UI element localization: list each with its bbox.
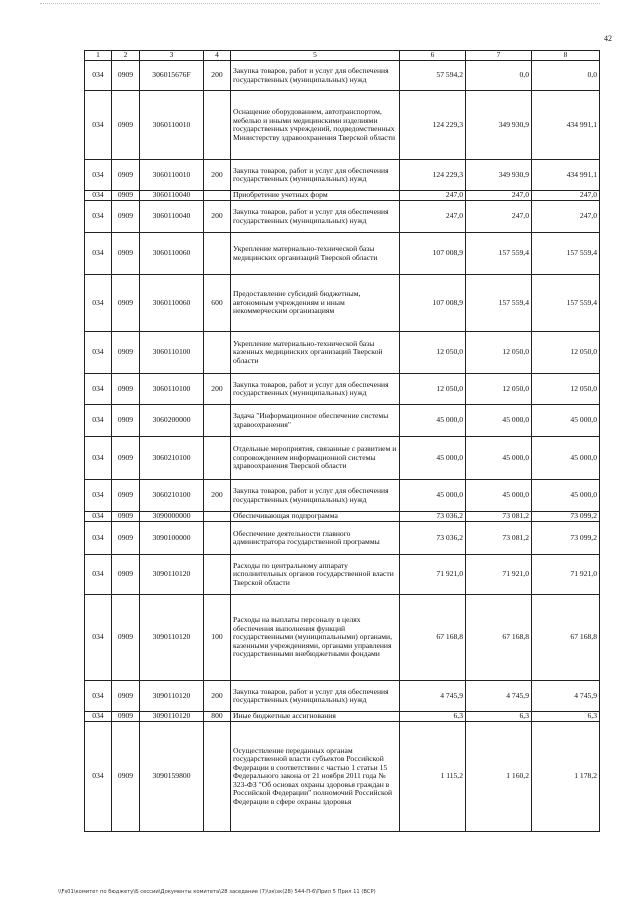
amount-col-8: 157 559,4: [532, 275, 600, 332]
admin-code: 034: [85, 480, 112, 512]
target-article-code: 3060110060: [140, 275, 204, 332]
item-description: Закупка товаров, работ и услуг для обеспечения государственных (муниципальных) нужд: [231, 160, 400, 191]
amount-col-7: 12 050,0: [466, 332, 532, 374]
amount-col-7: 1 160,2: [466, 722, 532, 832]
amount-col-7: 67 168,8: [466, 595, 532, 681]
admin-code: 034: [85, 332, 112, 374]
item-description: Отдельные мероприятия, связанные с развитием и сопровождением информационной системы здравоохранения Тверской области: [231, 437, 400, 480]
item-description: Задача "Информационное обеспечение системы здравоохранения": [231, 405, 400, 437]
item-description: Закупка товаров, работ и услуг для обеспечения государственных (муниципальных) нужд: [231, 480, 400, 512]
amount-col-8: 45 000,0: [532, 480, 600, 512]
amount-col-7: 157 559,4: [466, 233, 532, 275]
expense-type-code: [204, 522, 231, 555]
expense-type-code: [204, 512, 231, 522]
table-row: [85, 91, 600, 160]
amount-col-8: 45 000,0: [532, 405, 600, 437]
column-header: 5: [231, 51, 400, 61]
amount-col-8: 67 168,8: [532, 595, 600, 681]
expense-type-code: [204, 191, 231, 201]
target-article-code: 3060110040: [140, 201, 204, 233]
target-article-code: 3060210100: [140, 480, 204, 512]
section-code: 0909: [112, 332, 140, 374]
expense-type-code: 200: [204, 480, 231, 512]
amount-col-7: 349 930,9: [466, 160, 532, 191]
column-header: 3: [140, 51, 204, 61]
amount-col-6: 45 000,0: [400, 480, 466, 512]
target-article-code: 3060110060: [140, 233, 204, 275]
table-row: [85, 374, 600, 405]
expense-type-code: 200: [204, 160, 231, 191]
table-row: [85, 160, 600, 191]
expense-type-code: 200: [204, 374, 231, 405]
expense-type-code: 200: [204, 201, 231, 233]
table-row: [85, 712, 600, 722]
amount-col-6: 73 036,2: [400, 522, 466, 555]
expense-type-code: [204, 91, 231, 160]
amount-col-8: 434 991,1: [532, 91, 600, 160]
amount-col-7: 45 000,0: [466, 437, 532, 480]
amount-col-6: 107 008,9: [400, 275, 466, 332]
column-header: 4: [204, 51, 231, 61]
amount-col-7: 157 559,4: [466, 275, 532, 332]
amount-col-7: 71 921,0: [466, 555, 532, 595]
amount-col-6: 6,3: [400, 712, 466, 722]
item-description: Закупка товаров, работ и услуг для обеспечения государственных (муниципальных) нужд: [231, 681, 400, 712]
item-description: Укрепление материально-технической базы медицинских организаций Тверской области: [231, 233, 400, 275]
amount-col-8: 12 050,0: [532, 374, 600, 405]
admin-code: 034: [85, 522, 112, 555]
column-header: 7: [466, 51, 532, 61]
column-header: 1: [85, 51, 112, 61]
section-code: 0909: [112, 480, 140, 512]
section-code: 0909: [112, 512, 140, 522]
section-code: 0909: [112, 522, 140, 555]
item-description: Оснащение оборудованием, автотранспортом, мебелью и иными медицинскими изделиями государственных учреждений, подведомственных Министерству здравоохранения Тверской области: [231, 91, 400, 160]
item-description: Обеспечение деятельности главного администратора государственной программы: [231, 522, 400, 555]
section-code: 0909: [112, 201, 140, 233]
item-description: Расходы по центральному аппарату исполнительных органов государственной власти Тверской области: [231, 555, 400, 595]
expense-type-code: [204, 332, 231, 374]
admin-code: 034: [85, 91, 112, 160]
amount-col-7: 4 745,9: [466, 681, 532, 712]
amount-col-8: 71 921,0: [532, 555, 600, 595]
amount-col-8: 247,0: [532, 191, 600, 201]
item-description: Расходы на выплаты персоналу в целях обеспечения выполнения функций государственными (муниципальными) органами, казенными учреждениями, органами управления государственными внебюджетными фондами: [231, 595, 400, 681]
admin-code: 034: [85, 201, 112, 233]
expense-type-code: 800: [204, 712, 231, 722]
amount-col-6: 4 745,9: [400, 681, 466, 712]
table-row: [85, 681, 600, 712]
expense-type-code: [204, 555, 231, 595]
expense-type-code: 600: [204, 275, 231, 332]
item-description: Закупка товаров, работ и услуг для обеспечения государственных (муниципальных) нужд: [231, 374, 400, 405]
target-article-code: 3060110100: [140, 374, 204, 405]
section-code: 0909: [112, 681, 140, 712]
amount-col-7: 73 081,2: [466, 512, 532, 522]
item-description: Предоставление субсидий бюджетным, автономным учреждениям и иным некоммерческим организациям: [231, 275, 400, 332]
section-code: 0909: [112, 437, 140, 480]
section-code: 0909: [112, 191, 140, 201]
amount-col-7: 45 000,0: [466, 405, 532, 437]
item-description: Закупка товаров, работ и услуг для обеспечения государственных (муниципальных) нужд: [231, 61, 400, 91]
item-description: Обеспечивающая подпрограмма: [231, 512, 400, 522]
amount-col-6: 45 000,0: [400, 437, 466, 480]
admin-code: 034: [85, 595, 112, 681]
amount-col-6: 57 594,2: [400, 61, 466, 91]
expense-type-code: [204, 233, 231, 275]
expense-type-code: 200: [204, 61, 231, 91]
table-row: [85, 512, 600, 522]
table-row: [85, 61, 600, 91]
section-code: 0909: [112, 405, 140, 437]
amount-col-6: 124 229,3: [400, 160, 466, 191]
table-row: [85, 595, 600, 681]
amount-col-7: 6,3: [466, 712, 532, 722]
table-row: [85, 275, 600, 332]
section-code: 0909: [112, 61, 140, 91]
admin-code: 034: [85, 712, 112, 722]
table-row: [85, 480, 600, 512]
column-header: 2: [112, 51, 140, 61]
section-code: 0909: [112, 233, 140, 275]
target-article-code: 3060110010: [140, 91, 204, 160]
target-article-code: 3090159800: [140, 722, 204, 832]
target-article-code: 3060110010: [140, 160, 204, 191]
amount-col-8: 12 050,0: [532, 332, 600, 374]
target-article-code: 3090110120: [140, 595, 204, 681]
admin-code: 034: [85, 437, 112, 480]
page-number: 42: [604, 34, 612, 43]
amount-col-8: 73 099,2: [532, 522, 600, 555]
amount-col-6: 67 168,8: [400, 595, 466, 681]
amount-col-6: 12 050,0: [400, 332, 466, 374]
section-code: 0909: [112, 91, 140, 160]
expense-type-code: [204, 722, 231, 832]
amount-col-7: 0,0: [466, 61, 532, 91]
target-article-code: 3090100000: [140, 522, 204, 555]
target-article-code: 3060210100: [140, 437, 204, 480]
table-row: [85, 332, 600, 374]
amount-col-8: 4 745,9: [532, 681, 600, 712]
section-code: 0909: [112, 555, 140, 595]
admin-code: 034: [85, 722, 112, 832]
expense-type-code: 200: [204, 681, 231, 712]
amount-col-6: 45 000,0: [400, 405, 466, 437]
table-row: [85, 555, 600, 595]
amount-col-6: 73 036,2: [400, 512, 466, 522]
table-row: [85, 522, 600, 555]
amount-col-6: 107 008,9: [400, 233, 466, 275]
amount-col-7: 73 081,2: [466, 522, 532, 555]
admin-code: 034: [85, 374, 112, 405]
section-code: 0909: [112, 712, 140, 722]
amount-col-7: 349 930,9: [466, 91, 532, 160]
amount-col-7: 247,0: [466, 191, 532, 201]
section-code: 0909: [112, 595, 140, 681]
table-row: [85, 437, 600, 480]
item-description: Закупка товаров, работ и услуг для обеспечения государственных (муниципальных) нужд: [231, 201, 400, 233]
amount-col-6: 247,0: [400, 201, 466, 233]
admin-code: 034: [85, 555, 112, 595]
table-body: [85, 61, 600, 832]
table-row: [85, 233, 600, 275]
budget-table: [84, 50, 600, 832]
target-article-code: 3060200000: [140, 405, 204, 437]
admin-code: 034: [85, 233, 112, 275]
expense-type-code: [204, 437, 231, 480]
admin-code: 034: [85, 681, 112, 712]
item-description: Осуществление переданных органам государственной власти субъектов Российской Федерации в соответствии с частью 1 статьи 15 Федерального закона от 21 ноября 2011 года № 323-ФЗ "Об основах охраны здоровья граждан в Российской Федерации" полномочий Российской Федерации в сфере охраны здоровья: [231, 722, 400, 832]
target-article-code: 3060110100: [140, 332, 204, 374]
admin-code: 034: [85, 160, 112, 191]
table-row: [85, 201, 600, 233]
section-code: 0909: [112, 160, 140, 191]
item-description: Иные бюджетные ассигнования: [231, 712, 400, 722]
expense-type-code: [204, 405, 231, 437]
admin-code: 034: [85, 191, 112, 201]
amount-col-8: 434 991,1: [532, 160, 600, 191]
column-header: 8: [532, 51, 600, 61]
column-header: 6: [400, 51, 466, 61]
table-row: [85, 405, 600, 437]
amount-col-8: 6,3: [532, 712, 600, 722]
target-article-code: 3090110120: [140, 712, 204, 722]
column-number-row: [85, 51, 600, 61]
table-row: [85, 191, 600, 201]
amount-col-7: 12 050,0: [466, 374, 532, 405]
amount-col-8: 1 178,2: [532, 722, 600, 832]
amount-col-6: 71 921,0: [400, 555, 466, 595]
admin-code: 034: [85, 405, 112, 437]
amount-col-8: 73 099,2: [532, 512, 600, 522]
file-path-footer: \\Fs01\комитет по бюджету\Б сессии\Документы комитета\28 заседание (7)\зк\зк(28) 544-П-6\Прил 5 Прил 11 (ВСР): [58, 889, 376, 895]
amount-col-6: 124 229,3: [400, 91, 466, 160]
amount-col-6: 1 115,2: [400, 722, 466, 832]
scan-edge: [40, 3, 600, 8]
amount-col-6: 12 050,0: [400, 374, 466, 405]
item-description: Укрепление материально-технической базы казенных медицинских организаций Тверской области: [231, 332, 400, 374]
admin-code: 034: [85, 61, 112, 91]
table-row: [85, 722, 600, 832]
section-code: 0909: [112, 275, 140, 332]
expense-type-code: 100: [204, 595, 231, 681]
item-description: Приобретение учетных форм: [231, 191, 400, 201]
target-article-code: 3090110120: [140, 681, 204, 712]
amount-col-8: 157 559,4: [532, 233, 600, 275]
amount-col-8: 45 000,0: [532, 437, 600, 480]
target-article-code: 3090000000: [140, 512, 204, 522]
amount-col-8: 0,0: [532, 61, 600, 91]
target-article-code: 306015676F: [140, 61, 204, 91]
amount-col-8: 247,0: [532, 201, 600, 233]
amount-col-7: 45 000,0: [466, 480, 532, 512]
amount-col-6: 247,0: [400, 191, 466, 201]
admin-code: 034: [85, 512, 112, 522]
amount-col-7: 247,0: [466, 201, 532, 233]
target-article-code: 3090110120: [140, 555, 204, 595]
target-article-code: 3060110040: [140, 191, 204, 201]
admin-code: 034: [85, 275, 112, 332]
section-code: 0909: [112, 722, 140, 832]
section-code: 0909: [112, 374, 140, 405]
